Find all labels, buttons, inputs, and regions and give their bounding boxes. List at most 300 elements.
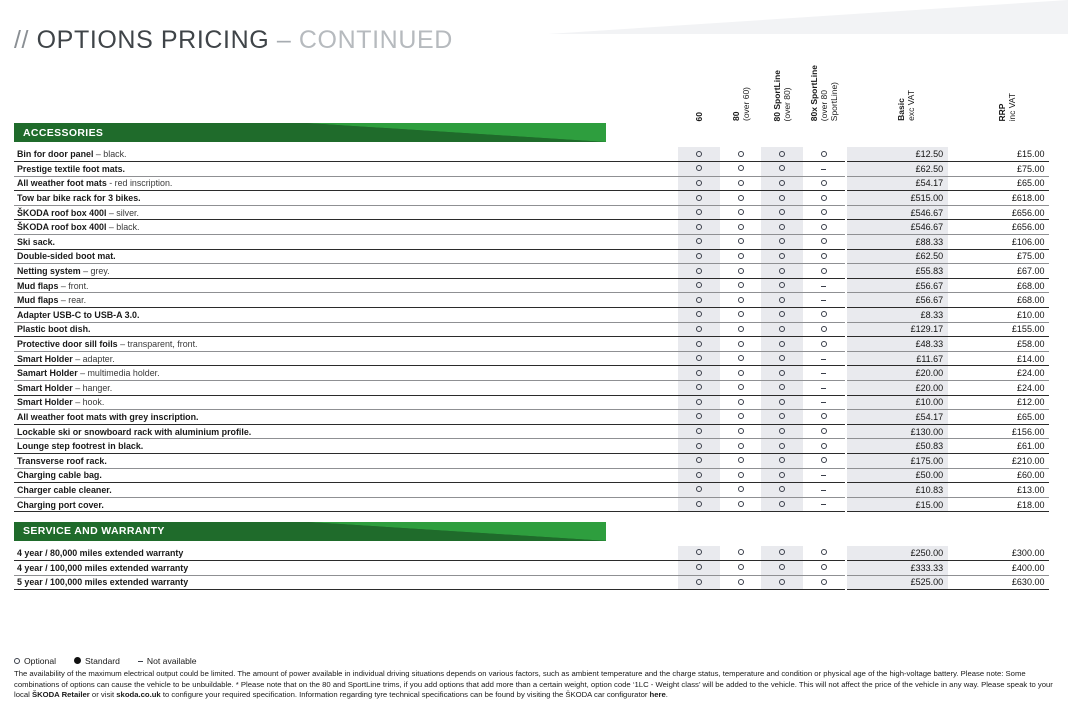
column-header-text: 80x SportLine (over 80 SportLine): [808, 64, 839, 121]
mark-optional: [779, 282, 785, 288]
availability-cell: [720, 162, 762, 177]
column-header-text: Basic exc VAT: [895, 90, 916, 121]
availability-cell: [761, 410, 803, 425]
availability-cell: [761, 191, 803, 206]
row-label: Prestige textile foot mats.: [14, 162, 678, 177]
mark-optional: [738, 428, 744, 434]
row-tail: [1049, 191, 1054, 206]
availability-cell: [678, 337, 720, 352]
price-basic: £20.00: [847, 366, 948, 381]
availability-cell: [761, 483, 803, 498]
row-label: Lounge step footrest in black.: [14, 439, 678, 454]
availability-cell: [720, 424, 762, 439]
availability-cell: [720, 176, 762, 191]
mark-optional: [696, 564, 702, 570]
price-basic: £48.33: [847, 337, 948, 352]
row-tail: [1049, 337, 1054, 352]
price-rrp: £618.00: [948, 191, 1049, 206]
mark-optional: [14, 658, 20, 664]
page-title-row: [14, 0, 1054, 61]
mark-optional: [779, 443, 785, 449]
availability-cell: [678, 205, 720, 220]
mark-optional: [821, 209, 827, 215]
availability-cell: [678, 191, 720, 206]
availability-cell: [720, 308, 762, 323]
mark-optional: [779, 195, 785, 201]
mark-optional: [696, 238, 702, 244]
availability-cell: [761, 322, 803, 337]
price-rrp: £68.00: [948, 293, 1049, 308]
price-basic: £62.50: [847, 162, 948, 177]
row-tail: [1049, 351, 1054, 366]
mark-optional: [696, 428, 702, 434]
mark-optional: [696, 195, 702, 201]
mark-optional: [696, 501, 702, 507]
availability-cell: [761, 205, 803, 220]
mark-optional: [821, 224, 827, 230]
title-slashes: //: [14, 26, 30, 54]
row-tail: [1049, 546, 1054, 561]
availability-cell: [678, 278, 720, 293]
price-rrp: £13.00: [948, 483, 1049, 498]
availability-cell: [678, 483, 720, 498]
mark-optional: [738, 457, 744, 463]
mark-optional: [779, 151, 785, 157]
availability-cell: [803, 308, 845, 323]
availability-cell: [761, 439, 803, 454]
availability-cell: [803, 483, 845, 498]
mark-optional: [821, 151, 827, 157]
mark-optional: [696, 399, 702, 405]
row-label: 4 year / 100,000 miles extended warranty: [14, 560, 678, 575]
availability-cell: [761, 560, 803, 575]
mark-optional: [821, 428, 827, 434]
price-rrp: £67.00: [948, 264, 1049, 279]
price-rrp: £400.00: [948, 560, 1049, 575]
price-rrp: £10.00: [948, 308, 1049, 323]
mark-standard: [74, 657, 81, 664]
availability-cell: [720, 351, 762, 366]
availability-cell: [720, 381, 762, 396]
availability-cell: [803, 424, 845, 439]
title-main: OPTIONS PRICING: [36, 26, 270, 54]
mark-optional: [779, 370, 785, 376]
table-row: [14, 147, 1054, 162]
mark-optional: [779, 238, 785, 244]
legend-item: [74, 656, 120, 666]
row-tail: [1049, 235, 1054, 250]
legend: [14, 656, 1054, 666]
mark-optional: [738, 311, 744, 317]
availability-cell: [803, 366, 845, 381]
availability-cell: [678, 322, 720, 337]
availability-cell: [761, 162, 803, 177]
table-row: [14, 308, 1054, 323]
availability-cell: [761, 264, 803, 279]
mark-optional: [779, 209, 785, 215]
row-label: Transverse roof rack.: [14, 453, 678, 468]
mark-optional: [696, 297, 702, 303]
availability-cell: [761, 546, 803, 561]
table-row: [14, 322, 1054, 337]
price-rrp: £24.00: [948, 366, 1049, 381]
row-label: Plastic boot dish.: [14, 322, 678, 337]
mark-not-available: [138, 661, 143, 662]
table-row: [14, 205, 1054, 220]
mark-optional: [821, 253, 827, 259]
availability-cell: [720, 191, 762, 206]
availability-cell: [678, 468, 720, 483]
mark-optional: [696, 384, 702, 390]
row-label: Smart Holder – hook.: [14, 395, 678, 410]
availability-cell: [720, 439, 762, 454]
table-row: [14, 366, 1054, 381]
mark-optional: [779, 326, 785, 332]
availability-cell: [761, 468, 803, 483]
availability-cell: [761, 249, 803, 264]
mark-not-available: [821, 402, 826, 403]
column-header-80-sportline: [761, 61, 803, 123]
availability-cell: [803, 235, 845, 250]
mark-optional: [821, 326, 827, 332]
section-header-bar: [14, 123, 845, 142]
price-rrp: £24.00: [948, 381, 1049, 396]
row-tail: [1049, 220, 1054, 235]
column-header-80x-sportline: [803, 61, 845, 123]
mark-optional: [779, 297, 785, 303]
availability-cell: [720, 497, 762, 512]
price-basic: £50.00: [847, 468, 948, 483]
availability-cell: [720, 468, 762, 483]
mark-optional: [738, 165, 744, 171]
mark-optional: [821, 195, 827, 201]
section-header-row: [14, 522, 1054, 541]
availability-cell: [720, 366, 762, 381]
price-rrp: £65.00: [948, 410, 1049, 425]
column-header-basic: [847, 61, 948, 123]
mark-not-available: [821, 300, 826, 301]
availability-cell: [678, 351, 720, 366]
mark-optional: [779, 165, 785, 171]
row-label: All weather foot mats with grey inscription.: [14, 410, 678, 425]
title-dash: –: [276, 26, 292, 54]
price-rrp: £65.00: [948, 176, 1049, 191]
mark-optional: [779, 399, 785, 405]
table-row: [14, 176, 1054, 191]
mark-optional: [821, 564, 827, 570]
availability-cell: [678, 162, 720, 177]
mark-optional: [696, 282, 702, 288]
mark-optional: [779, 486, 785, 492]
price-rrp: £68.00: [948, 278, 1049, 293]
mark-optional: [738, 399, 744, 405]
availability-cell: [803, 147, 845, 162]
mark-optional: [696, 341, 702, 347]
mark-not-available: [821, 373, 826, 374]
availability-cell: [803, 337, 845, 352]
footnote-website-link[interactable]: skoda.co.uk: [116, 690, 161, 700]
availability-cell: [803, 453, 845, 468]
mark-not-available: [821, 388, 826, 389]
mark-optional: [779, 268, 785, 274]
row-label: Smart Holder – hanger.: [14, 381, 678, 396]
availability-cell: [678, 264, 720, 279]
mark-optional: [821, 579, 827, 585]
legend-item: [14, 656, 56, 666]
mark-optional: [821, 180, 827, 186]
availability-cell: [803, 322, 845, 337]
mark-optional: [779, 549, 785, 555]
mark-optional: [738, 224, 744, 230]
mark-optional: [738, 341, 744, 347]
mark-optional: [821, 268, 827, 274]
price-rrp: £58.00: [948, 337, 1049, 352]
row-label: Tow bar bike rack for 3 bikes.: [14, 191, 678, 206]
availability-cell: [678, 147, 720, 162]
price-basic: £250.00: [847, 546, 948, 561]
availability-cell: [761, 351, 803, 366]
mark-optional: [696, 579, 702, 585]
row-tail: [1049, 278, 1054, 293]
mark-optional: [696, 224, 702, 230]
row-label: Ski sack.: [14, 235, 678, 250]
availability-cell: [761, 235, 803, 250]
footnote-here-link[interactable]: here: [649, 690, 666, 700]
price-rrp: £75.00: [948, 162, 1049, 177]
section-spacer: [14, 512, 1054, 522]
mark-optional: [696, 326, 702, 332]
mark-optional: [738, 579, 744, 585]
availability-cell: [761, 176, 803, 191]
mark-optional: [821, 443, 827, 449]
column-header-text: 80 SportLine (over 80): [772, 69, 793, 121]
row-label: Bin for door panel – black.: [14, 147, 678, 162]
price-rrp: £14.00: [948, 351, 1049, 366]
row-tail: [1049, 395, 1054, 410]
footnote-part1: The availability of the maximum electrical output could be limited. The amount of power available in individual driving situations depends on various factors, such as ambient temperature and the charge status, temperature and condition or physical age of the high-voltage battery. Please note: Some combinations of options can cause the vehicle to be unbuildable. * Please note that on the 80 and SportLine trims, if you add options that add more than a certain weight, option code ‘1LC - Weight class’ will be added to the vehicle. This will not affect the price of the vehicle in any way. Please speak to your local: [14, 669, 1053, 700]
table-row: [14, 439, 1054, 454]
row-label: 4 year / 80,000 miles extended warranty: [14, 546, 678, 561]
availability-cell: [761, 366, 803, 381]
mark-optional: [738, 180, 744, 186]
row-label: ŠKODA roof box 400l – silver.: [14, 205, 678, 220]
availability-cell: [803, 293, 845, 308]
availability-cell: [761, 308, 803, 323]
mark-optional: [779, 384, 785, 390]
mark-optional: [779, 253, 785, 259]
availability-cell: [761, 220, 803, 235]
mark-optional: [779, 428, 785, 434]
price-rrp: £156.00: [948, 424, 1049, 439]
section-heading-label: ACCESSORIES: [23, 126, 104, 139]
mark-optional: [821, 413, 827, 419]
table-row: [14, 249, 1054, 264]
row-tail: [1049, 497, 1054, 512]
availability-cell: [761, 293, 803, 308]
availability-cell: [803, 176, 845, 191]
row-label: Protective door sill foils – transparent, front.: [14, 337, 678, 352]
availability-cell: [803, 575, 845, 590]
legend-label: Standard: [85, 656, 120, 667]
availability-cell: [678, 560, 720, 575]
mark-optional: [738, 297, 744, 303]
footnote-part3: to configure your required specification. Information regarding tyre technical specifications can be found by visiting the ŠKODA car configurator: [160, 690, 650, 700]
mark-optional: [821, 341, 827, 347]
footnote-retailer: ŠKODA Retailer: [31, 690, 90, 700]
availability-cell: [761, 278, 803, 293]
section-header-row: [14, 123, 1054, 142]
mark-optional: [696, 180, 702, 186]
table-row: [14, 337, 1054, 352]
mark-optional: [696, 311, 702, 317]
mark-optional: [738, 151, 744, 157]
table-row: [14, 453, 1054, 468]
header-tail: [1049, 61, 1054, 123]
row-tail: [1049, 308, 1054, 323]
availability-cell: [761, 381, 803, 396]
price-rrp: £75.00: [948, 249, 1049, 264]
row-tail: [1049, 162, 1054, 177]
legend-mark: [74, 656, 81, 666]
legend-item: [138, 656, 197, 666]
availability-cell: [803, 162, 845, 177]
table-row: [14, 235, 1054, 250]
mark-optional: [696, 472, 702, 478]
price-basic: £54.17: [847, 176, 948, 191]
availability-cell: [803, 205, 845, 220]
section-heading-label: SERVICE AND WARRANTY: [23, 525, 165, 538]
mark-optional: [738, 326, 744, 332]
availability-cell: [720, 453, 762, 468]
table-row: [14, 264, 1054, 279]
price-rrp: £155.00: [948, 322, 1049, 337]
availability-cell: [678, 410, 720, 425]
mark-optional: [821, 457, 827, 463]
footnote: [14, 669, 1054, 701]
table-column-header-row: [14, 61, 1054, 123]
price-basic: £130.00: [847, 424, 948, 439]
mark-optional: [779, 501, 785, 507]
mark-not-available: [821, 359, 826, 360]
legend-mark: [14, 656, 20, 666]
availability-cell: [678, 235, 720, 250]
row-label: Adapter USB-C to USB-A 3.0.: [14, 308, 678, 323]
mark-optional: [779, 472, 785, 478]
row-label: Samart Holder – multimedia holder.: [14, 366, 678, 381]
mark-not-available: [821, 490, 826, 491]
price-basic: £8.33: [847, 308, 948, 323]
price-basic: £15.00: [847, 497, 948, 512]
column-header-60: [678, 61, 720, 123]
price-basic: £515.00: [847, 191, 948, 206]
legend-label: Not available: [146, 656, 197, 667]
mark-optional: [779, 355, 785, 361]
mark-optional: [738, 413, 744, 419]
availability-cell: [720, 249, 762, 264]
row-tail: [1049, 249, 1054, 264]
availability-cell: [761, 497, 803, 512]
price-basic: £10.83: [847, 483, 948, 498]
row-tail: [1049, 293, 1054, 308]
availability-cell: [803, 249, 845, 264]
availability-cell: [678, 366, 720, 381]
availability-cell: [678, 575, 720, 590]
availability-cell: [761, 575, 803, 590]
column-header-text: 80 (over 60): [730, 86, 751, 121]
availability-cell: [720, 575, 762, 590]
table-row: [14, 424, 1054, 439]
mark-optional: [779, 180, 785, 186]
table-row: [14, 395, 1054, 410]
row-tail: [1049, 424, 1054, 439]
price-rrp: £12.00: [948, 395, 1049, 410]
column-header-spacer: [14, 61, 678, 123]
row-label: ŠKODA roof box 400l – black.: [14, 220, 678, 235]
row-label: Netting system – grey.: [14, 264, 678, 279]
table-row: [14, 575, 1054, 590]
availability-cell: [803, 381, 845, 396]
price-basic: £54.17: [847, 410, 948, 425]
availability-cell: [803, 410, 845, 425]
availability-cell: [761, 453, 803, 468]
mark-not-available: [821, 169, 826, 170]
mark-optional: [696, 355, 702, 361]
table-row: [14, 278, 1054, 293]
mark-optional: [696, 209, 702, 215]
availability-cell: [678, 308, 720, 323]
row-tail: [1049, 264, 1054, 279]
mark-optional: [738, 238, 744, 244]
row-label: Mud flaps – rear.: [14, 293, 678, 308]
availability-cell: [761, 147, 803, 162]
mark-optional: [779, 224, 785, 230]
price-basic: £546.67: [847, 205, 948, 220]
availability-cell: [720, 205, 762, 220]
row-tail: [1049, 176, 1054, 191]
table-row: [14, 546, 1054, 561]
price-basic: £20.00: [847, 381, 948, 396]
availability-cell: [678, 395, 720, 410]
column-header-rrp: [948, 61, 1049, 123]
options-pricing-table: [14, 61, 1054, 590]
price-basic: £10.00: [847, 395, 948, 410]
availability-cell: [678, 453, 720, 468]
mark-optional: [779, 413, 785, 419]
mark-optional: [738, 501, 744, 507]
mark-optional: [738, 253, 744, 259]
mark-optional: [738, 443, 744, 449]
footnote-part2: or visit: [89, 690, 117, 700]
availability-cell: [803, 560, 845, 575]
price-basic: £56.67: [847, 293, 948, 308]
mark-optional: [696, 268, 702, 274]
availability-cell: [720, 220, 762, 235]
availability-cell: [678, 293, 720, 308]
price-rrp: £15.00: [948, 147, 1049, 162]
mark-optional: [779, 457, 785, 463]
section-header-bar: [14, 522, 845, 541]
mark-optional: [696, 253, 702, 259]
price-rrp: £300.00: [948, 546, 1049, 561]
mark-optional: [738, 486, 744, 492]
price-basic: £50.83: [847, 439, 948, 454]
price-basic: £333.33: [847, 560, 948, 575]
availability-cell: [761, 424, 803, 439]
price-basic: £129.17: [847, 322, 948, 337]
mark-optional: [696, 457, 702, 463]
row-tail: [1049, 483, 1054, 498]
availability-cell: [803, 278, 845, 293]
